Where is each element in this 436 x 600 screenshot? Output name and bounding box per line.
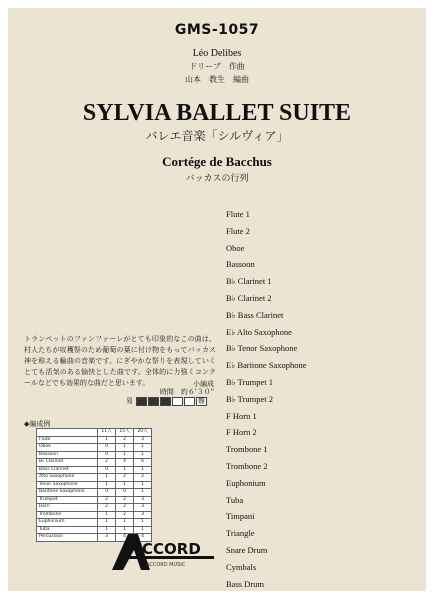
ensemble-count-cell: 2 xyxy=(134,474,152,482)
ensemble-count-cell: 3 xyxy=(98,534,116,542)
instrument-item: Tuba xyxy=(226,494,244,505)
ensemble-part-cell: Alto Saxophone xyxy=(37,474,98,482)
composer-name-jp: ドリーブ 作曲 xyxy=(189,62,245,71)
instrument-item: B♭ Trumpet 2 xyxy=(226,393,273,404)
ensemble-part-cell: Bassoon xyxy=(37,451,98,459)
instrument-item: Cymbals xyxy=(226,561,257,572)
instrument-item: Timpani xyxy=(226,511,255,522)
composer-name: Léo Delibes xyxy=(192,48,242,59)
duration-label: 時間 約６'３０" xyxy=(159,388,214,396)
ensemble-count-cell: 4 xyxy=(116,459,134,467)
instrument-item: Trombone 2 xyxy=(226,460,268,471)
ensemble-part-cell: Oboe xyxy=(37,444,98,452)
ensemble-count-cell: 2 xyxy=(98,459,116,467)
ensemble-header-cell xyxy=(37,429,98,437)
logo-subtext: ACCORD MUSIC xyxy=(146,562,186,568)
catalog-number: GMS-1057 xyxy=(174,22,260,38)
ensemble-count-cell: 1 xyxy=(134,489,152,497)
instrument-item: B♭ Clarinet 1 xyxy=(226,276,272,287)
ensemble-row xyxy=(37,451,152,459)
ensemble-count-cell: 0 xyxy=(98,489,116,497)
instrument-item: B♭ Tenor Saxophone xyxy=(226,343,298,354)
ensemble-count-cell: 1 xyxy=(134,519,152,527)
ensemble-row xyxy=(37,459,152,467)
ensemble-count-cell: 0 xyxy=(98,466,116,474)
instrument-item: Oboe xyxy=(226,242,245,253)
ensemble-row xyxy=(37,481,152,489)
ensemble-part-cell: Trombone xyxy=(37,511,98,519)
ensemble-row xyxy=(37,474,152,482)
instrumentation-list xyxy=(226,206,307,591)
instrument-item: Triangle xyxy=(226,528,255,539)
instrument-item: Bassoon xyxy=(226,259,255,270)
ensemble-count-cell: 0 xyxy=(98,444,116,452)
instrument-item: Euphonium xyxy=(226,477,266,488)
logo-wordmark: CCORD xyxy=(142,540,201,558)
difficulty-hard-label: 難 xyxy=(198,397,205,405)
ensemble-count-cell: 1 xyxy=(98,526,116,534)
arranger-name: 山本 教生 編曲 xyxy=(185,75,249,84)
work-title-jp: バレエ音楽「シルヴィア」 xyxy=(145,129,289,143)
ensemble-count-cell: 1 xyxy=(98,474,116,482)
ensemble-count-cell: 1 xyxy=(116,466,134,474)
ensemble-header-cell: 11人 xyxy=(98,429,116,437)
movement-title-jp: バッカスの行列 xyxy=(185,174,249,184)
ensemble-count-cell: 1 xyxy=(134,444,152,452)
instrument-item: Flute 1 xyxy=(226,209,250,219)
instrument-item: B♭ Bass Clarinet xyxy=(226,309,284,320)
ensemble-count-cell: 1 xyxy=(98,481,116,489)
ensemble-count-cell: 6 xyxy=(134,459,152,467)
ensemble-count-cell: 2 xyxy=(116,474,134,482)
ensemble-part-cell: B♭ Clarinet xyxy=(37,459,98,467)
ensemble-row xyxy=(37,496,152,504)
instrument-item: Bass Drum xyxy=(226,578,265,589)
ensemble-example-table xyxy=(36,428,152,542)
instrument-item: Flute 2 xyxy=(226,225,250,236)
ensemble-body xyxy=(37,436,152,541)
difficulty-cell xyxy=(136,397,147,406)
ensemble-count-cell: 1 xyxy=(116,526,134,534)
ensemble-count-cell: 0 xyxy=(98,451,116,459)
ensemble-count-cell: 3 xyxy=(134,436,152,444)
piece-description: トランペットのファンファーレがとても印象的なこの曲は、村人たちが収穫祭のため葡萄の葉に付け物をもってバッカス神を称える輪曲の音楽です。にぎやかな祭りを表現していくとても活気のある愉快とした曲です。全体的に力強くコンクールなどでも効果的な曲だと思います。 xyxy=(24,335,216,387)
ensemble-row xyxy=(37,466,152,474)
score-cover xyxy=(8,8,426,591)
ensemble-part-cell: Baritone Saxophone xyxy=(37,489,98,497)
difficulty-meter xyxy=(126,396,216,406)
ensemble-count-cell: 1 xyxy=(98,511,116,519)
ensemble-count-cell: 0 xyxy=(116,489,134,497)
ensemble-row xyxy=(37,436,152,444)
ensemble-count-cell: 1 xyxy=(116,444,134,452)
ensemble-part-cell: Bass Clarinet xyxy=(37,466,98,474)
instrument-item: E♭ Baritone Saxophone xyxy=(226,360,307,371)
ensemble-count-cell: 2 xyxy=(98,504,116,512)
instrument-item: F Horn 2 xyxy=(226,427,257,438)
ensemble-count-cell: 1 xyxy=(98,436,116,444)
ensemble-header-cell: 15人 xyxy=(116,429,134,437)
ensemble-count-cell: 3 xyxy=(134,496,152,504)
ensemble-count-cell: 1 xyxy=(98,519,116,527)
accord-logo xyxy=(110,530,218,574)
ensemble-size-label: 小編成 xyxy=(193,380,214,388)
ensemble-part-cell: Percussion xyxy=(37,534,98,542)
difficulty-easy-label: 易 xyxy=(126,397,133,405)
ensemble-count-cell: 2 xyxy=(98,496,116,504)
ensemble-count-cell: 2 xyxy=(116,504,134,512)
difficulty-cell xyxy=(160,397,171,406)
difficulty-cell xyxy=(184,397,195,406)
difficulty-cell xyxy=(172,397,183,406)
ensemble-count-cell: 2 xyxy=(116,436,134,444)
ensemble-count-cell: 4 xyxy=(116,534,134,542)
work-title: SYLVIA BALLET SUITE xyxy=(82,100,352,126)
ensemble-count-cell: 1 xyxy=(116,519,134,527)
ensemble-example-label: ◆編成例 xyxy=(24,420,51,428)
ensemble-count-cell: 4 xyxy=(134,534,152,542)
ensemble-header-cell: 20人 xyxy=(134,429,152,437)
ensemble-count-cell: 1 xyxy=(134,451,152,459)
ensemble-part-cell: Tuba xyxy=(37,526,98,534)
ensemble-count-cell: 1 xyxy=(134,466,152,474)
ensemble-header-row xyxy=(37,429,152,437)
ensemble-part-cell: Trumpet xyxy=(37,496,98,504)
instrument-item: B♭ Trumpet 1 xyxy=(226,376,273,387)
ensemble-count-cell: 3 xyxy=(134,504,152,512)
ensemble-row xyxy=(37,511,152,519)
ensemble-count-cell: 1 xyxy=(134,481,152,489)
ensemble-row xyxy=(37,489,152,497)
ensemble-row xyxy=(37,504,152,512)
instrument-item: Snare Drum xyxy=(226,544,268,555)
movement-title: Cortége de Bacchus xyxy=(162,154,272,169)
ensemble-row xyxy=(37,444,152,452)
ensemble-part-cell: Flute xyxy=(37,436,98,444)
instrument-item: Trombone 1 xyxy=(226,444,268,455)
ensemble-count-cell: 1 xyxy=(134,526,152,534)
ensemble-row xyxy=(37,519,152,527)
ensemble-part-cell: Euphonium xyxy=(37,519,98,527)
ensemble-count-cell: 2 xyxy=(116,511,134,519)
ensemble-count-cell: 2 xyxy=(116,496,134,504)
ensemble-count-cell: 1 xyxy=(116,481,134,489)
ensemble-part-cell: Tenor Saxophone xyxy=(37,481,98,489)
ensemble-count-cell: 1 xyxy=(116,451,134,459)
instrument-item: E♭ Alto Saxophone xyxy=(226,326,292,337)
ensemble-part-cell: Horn xyxy=(37,504,98,512)
instrument-item: B♭ Clarinet 2 xyxy=(226,292,272,303)
difficulty-cell xyxy=(148,397,159,406)
ensemble-count-cell: 3 xyxy=(134,511,152,519)
instrument-item: F Horn 1 xyxy=(226,410,257,421)
